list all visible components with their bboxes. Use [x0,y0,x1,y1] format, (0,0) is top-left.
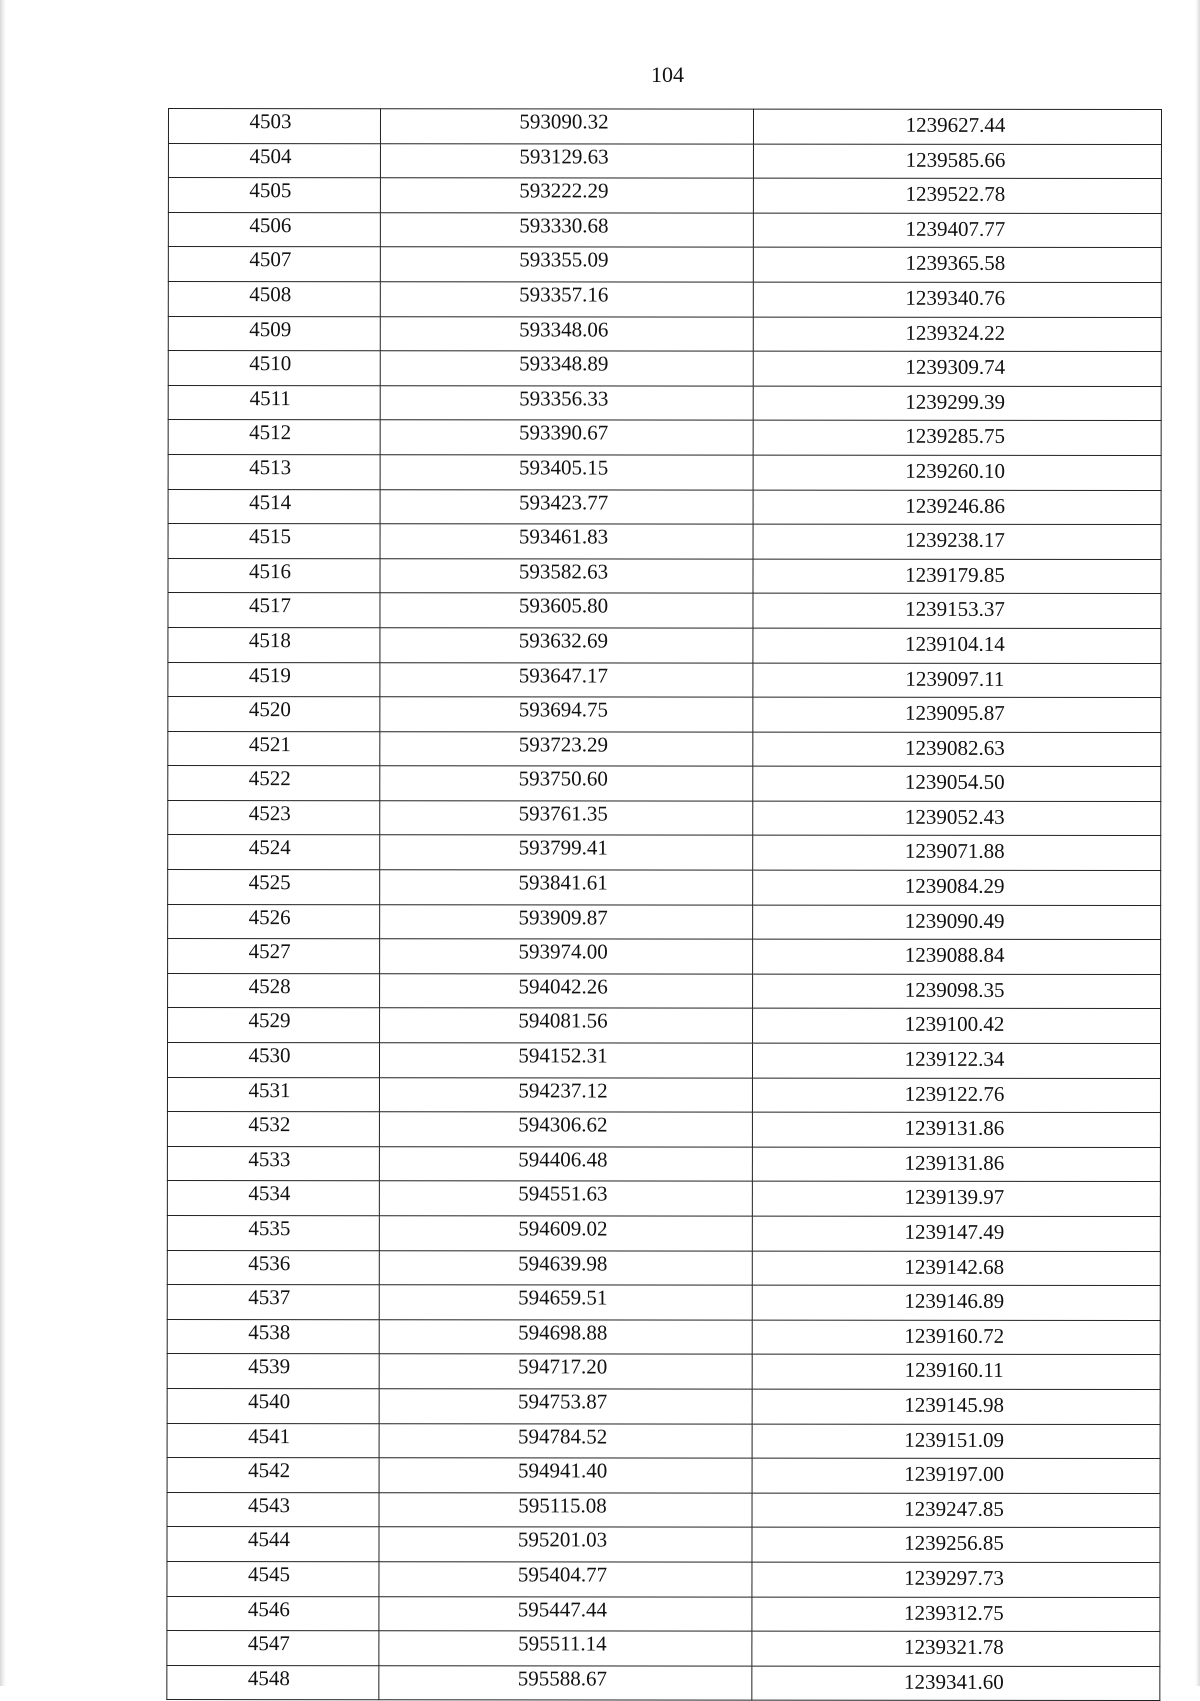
y-coordinate-cell: 1239238.17 [753,524,1161,559]
x-coordinate-cell: 593750.60 [380,766,753,801]
y-coordinate-cell: 1239131.86 [752,1147,1160,1182]
x-coordinate-cell: 594784.52 [379,1423,752,1458]
table-row [168,766,1161,802]
x-coordinate-cell: 593761.35 [380,801,753,836]
point-number-cell: 4513 [168,454,380,489]
table-row [168,454,1161,490]
point-number-cell: 4503 [168,109,380,144]
y-coordinate-cell: 1239071.88 [753,836,1161,871]
table-row [167,1527,1160,1563]
table-row [168,973,1161,1009]
coordinate-table [166,108,1162,1701]
y-coordinate-cell: 1239088.84 [753,939,1161,974]
table-row [168,281,1161,317]
y-coordinate-cell: 1239309.74 [753,351,1161,386]
point-number-cell: 4506 [168,212,380,247]
point-number-cell: 4526 [168,904,380,939]
x-coordinate-cell: 594753.87 [379,1389,752,1424]
point-number-cell: 4543 [167,1492,379,1527]
y-coordinate-cell: 1239098.35 [753,974,1161,1009]
point-number-cell: 4537 [167,1285,379,1320]
point-number-cell: 4512 [168,420,380,455]
x-coordinate-cell: 593723.29 [380,731,753,766]
x-coordinate-cell: 593461.83 [380,524,753,559]
point-number-cell: 4507 [168,247,380,282]
x-coordinate-cell: 595201.03 [379,1527,752,1562]
x-coordinate-cell: 594152.31 [379,1043,752,1078]
point-number-cell: 4533 [167,1146,379,1181]
x-coordinate-cell: 593355.09 [380,247,753,282]
y-coordinate-cell: 1239324.22 [753,317,1161,352]
point-number-cell: 4524 [168,835,380,870]
point-number-cell: 4541 [167,1423,379,1458]
y-coordinate-cell: 1239160.72 [752,1320,1160,1355]
point-number-cell: 4544 [167,1527,379,1562]
y-coordinate-cell: 1239260.10 [753,455,1161,490]
y-coordinate-cell: 1239151.09 [752,1424,1160,1459]
table-row [168,524,1161,560]
y-coordinate-cell: 1239097.11 [753,663,1161,698]
table-row [168,593,1161,629]
table-row [168,351,1161,387]
table-row [167,1250,1160,1286]
x-coordinate-cell: 594609.02 [379,1216,752,1251]
point-number-cell: 4516 [168,558,380,593]
table-row [168,385,1161,421]
y-coordinate-cell: 1239312.75 [752,1597,1160,1632]
point-number-cell: 4514 [168,489,380,524]
table-row [168,212,1161,248]
table-row [168,800,1161,836]
point-number-cell: 4521 [168,731,380,766]
x-coordinate-cell: 594941.40 [379,1458,752,1493]
x-coordinate-cell: 593222.29 [380,178,753,213]
x-coordinate-cell: 594551.63 [379,1181,752,1216]
x-coordinate-cell: 593909.87 [380,904,753,939]
table-row [167,1631,1160,1667]
y-coordinate-cell: 1239090.49 [753,905,1161,940]
x-coordinate-cell: 595404.77 [379,1562,752,1597]
table-row [168,1008,1161,1044]
y-coordinate-cell: 1239585.66 [753,144,1161,179]
y-coordinate-cell: 1239522.78 [753,178,1161,213]
table-row [168,662,1161,698]
table-row [168,627,1161,663]
x-coordinate-cell: 594042.26 [380,974,753,1009]
table-row [168,316,1161,352]
table-row [168,835,1161,871]
table-row [168,178,1161,214]
y-coordinate-cell: 1239627.44 [753,109,1161,144]
x-coordinate-cell: 595511.14 [379,1631,752,1666]
x-coordinate-cell: 593605.80 [380,593,753,628]
x-coordinate-cell: 595115.08 [379,1492,752,1527]
x-coordinate-cell: 593632.69 [380,628,753,663]
table-row [168,489,1161,525]
point-number-cell: 4540 [167,1388,379,1423]
y-coordinate-cell: 1239256.85 [752,1527,1160,1562]
point-number-cell: 4532 [167,1112,379,1147]
table-row [168,904,1161,940]
x-coordinate-cell: 594306.62 [379,1112,752,1147]
point-number-cell: 4517 [168,593,380,628]
y-coordinate-cell: 1239145.98 [752,1389,1160,1424]
point-number-cell: 4539 [167,1354,379,1389]
coordinate-table-body [167,109,1162,1701]
point-number-cell: 4546 [167,1596,379,1631]
point-number-cell: 4520 [168,697,380,732]
y-coordinate-cell: 1239247.85 [752,1493,1160,1528]
point-number-cell: 4545 [167,1561,379,1596]
point-number-cell: 4535 [167,1215,379,1250]
y-coordinate-cell: 1239122.34 [752,1043,1160,1078]
y-coordinate-cell: 1239146.89 [752,1285,1160,1320]
point-number-cell: 4508 [168,281,380,316]
x-coordinate-cell: 594237.12 [379,1077,752,1112]
y-coordinate-cell: 1239153.37 [753,593,1161,628]
point-number-cell: 4519 [168,662,380,697]
x-coordinate-cell: 593423.77 [380,489,753,524]
table-row [168,109,1161,145]
x-coordinate-cell: 593348.89 [380,351,753,386]
table-row [167,1665,1160,1701]
table-row [167,1215,1160,1251]
y-coordinate-cell: 1239084.29 [753,870,1161,905]
point-number-cell: 4510 [168,351,380,386]
point-number-cell: 4522 [168,766,380,801]
x-coordinate-cell: 593841.61 [380,870,753,905]
point-number-cell: 4542 [167,1458,379,1493]
point-number-cell: 4511 [168,385,380,420]
point-number-cell: 4504 [168,143,380,178]
y-coordinate-cell: 1239299.39 [753,386,1161,421]
table-row [167,1181,1160,1217]
point-number-cell: 4529 [168,1008,380,1043]
point-number-cell: 4515 [168,524,380,559]
table-row [168,870,1161,906]
x-coordinate-cell: 595447.44 [379,1596,752,1631]
x-coordinate-cell: 595588.67 [379,1665,752,1700]
point-number-cell: 4538 [167,1319,379,1354]
x-coordinate-cell: 594406.48 [379,1147,752,1182]
y-coordinate-cell: 1239131.86 [752,1112,1160,1147]
table-row [168,558,1161,594]
y-coordinate-cell: 1239139.97 [752,1182,1160,1217]
point-number-cell: 4531 [167,1077,379,1112]
table-row [167,1423,1160,1459]
table-row [167,1146,1160,1182]
y-coordinate-cell: 1239104.14 [753,628,1161,663]
scan-edge-right [1195,0,1200,1686]
x-coordinate-cell: 593330.68 [380,213,753,248]
y-coordinate-cell: 1239246.86 [753,490,1161,525]
x-coordinate-cell: 594717.20 [379,1354,752,1389]
y-coordinate-cell: 1239052.43 [753,801,1161,836]
x-coordinate-cell: 593356.33 [380,385,753,420]
y-coordinate-cell: 1239054.50 [753,766,1161,801]
y-coordinate-cell: 1239340.76 [753,282,1161,317]
point-number-cell: 4518 [168,627,380,662]
x-coordinate-cell: 594081.56 [380,1008,753,1043]
y-coordinate-cell: 1239122.76 [752,1078,1160,1113]
point-number-cell: 4530 [167,1043,379,1078]
y-coordinate-cell: 1239147.49 [752,1216,1160,1251]
y-coordinate-cell: 1239297.73 [752,1562,1160,1597]
table-row [167,1077,1160,1113]
point-number-cell: 4523 [168,800,380,835]
y-coordinate-cell: 1239285.75 [753,420,1161,455]
y-coordinate-cell: 1239407.77 [753,213,1161,248]
table-row [167,1043,1160,1079]
table-row [167,1596,1160,1632]
point-number-cell: 4527 [168,939,380,974]
x-coordinate-cell: 593129.63 [380,143,753,178]
table-row [168,143,1161,179]
x-coordinate-cell: 593799.41 [380,835,753,870]
point-number-cell: 4505 [168,178,380,213]
y-coordinate-cell: 1239160.11 [752,1354,1160,1389]
table-row [168,247,1161,283]
y-coordinate-cell: 1239142.68 [752,1251,1160,1286]
y-coordinate-cell: 1239321.78 [752,1631,1160,1666]
x-coordinate-cell: 594639.98 [379,1250,752,1285]
x-coordinate-cell: 594659.51 [379,1285,752,1320]
y-coordinate-cell: 1239341.60 [752,1666,1160,1701]
x-coordinate-cell: 594698.88 [379,1320,752,1355]
table-row [167,1354,1160,1390]
y-coordinate-cell: 1239095.87 [753,697,1161,732]
x-coordinate-cell: 593647.17 [380,662,753,697]
x-coordinate-cell: 593390.67 [380,420,753,455]
table-row [167,1561,1160,1597]
table-row [167,1458,1160,1494]
x-coordinate-cell: 593582.63 [380,558,753,593]
y-coordinate-cell: 1239365.58 [753,247,1161,282]
y-coordinate-cell: 1239179.85 [753,559,1161,594]
table-row [167,1388,1160,1424]
point-number-cell: 4534 [167,1181,379,1216]
y-coordinate-cell: 1239197.00 [752,1458,1160,1493]
point-number-cell: 4525 [168,870,380,905]
table-row [168,697,1161,733]
scan-edge-left [0,0,6,1686]
x-coordinate-cell: 593974.00 [380,939,753,974]
point-number-cell: 4536 [167,1250,379,1285]
x-coordinate-cell: 593090.32 [380,109,753,144]
page-number: 104 [651,62,684,87]
point-number-cell: 4509 [168,316,380,351]
table-row [168,939,1161,975]
y-coordinate-cell: 1239100.42 [753,1009,1161,1044]
table-row [167,1112,1160,1148]
table-row [167,1319,1160,1355]
table-row [167,1492,1160,1528]
table-row [168,420,1161,456]
x-coordinate-cell: 593357.16 [380,282,753,317]
point-number-cell: 4547 [167,1631,379,1666]
x-coordinate-cell: 593348.06 [380,316,753,351]
table-row [167,1285,1160,1321]
point-number-cell: 4528 [168,973,380,1008]
table-row [168,731,1161,767]
point-number-cell: 4548 [167,1665,379,1700]
x-coordinate-cell: 593694.75 [380,697,753,732]
y-coordinate-cell: 1239082.63 [753,732,1161,767]
x-coordinate-cell: 593405.15 [380,455,753,490]
